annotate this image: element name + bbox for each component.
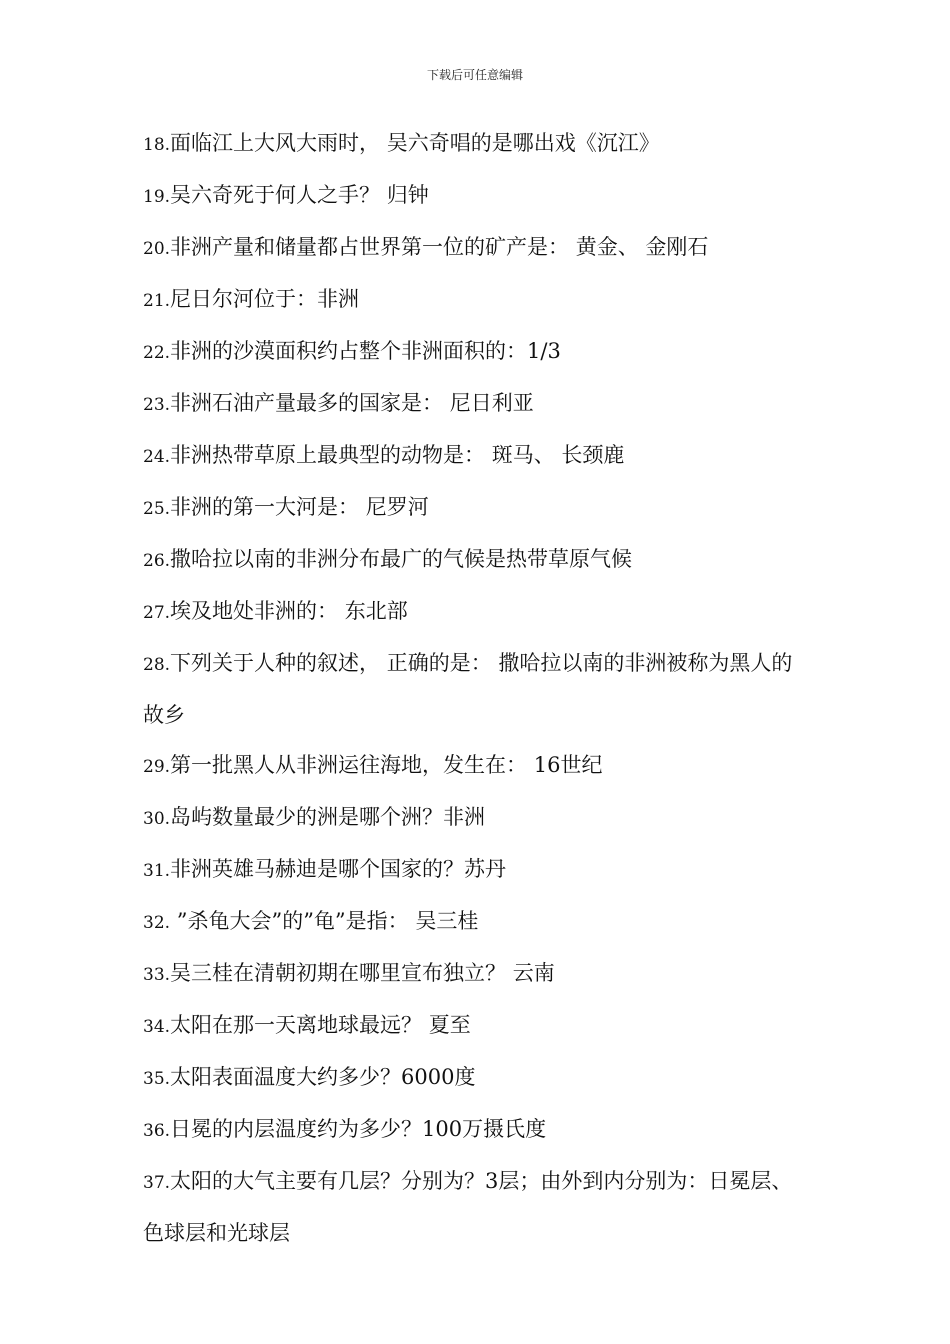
item-text: 岛屿数量最少的洲是哪个洲？非洲 — [170, 805, 486, 829]
item-number: 23. — [143, 395, 171, 415]
list-item — [143, 1156, 803, 1258]
item-text: 吴三桂在清朝初期在哪里宣布独立？ 云南 — [170, 961, 555, 985]
item-number: 32. — [143, 913, 171, 933]
list-item — [143, 118, 803, 170]
list-item — [143, 326, 803, 378]
item-number: 22. — [143, 343, 171, 363]
list-item — [143, 638, 803, 740]
item-text: 日冕的内层温度约为多少？100万摄氏度 — [170, 1117, 547, 1141]
item-text: 吴六奇死于何人之手？ 归钟 — [170, 183, 429, 207]
item-number: 28. — [143, 655, 171, 675]
item-text: 下列关于人种的叙述， 正确的是： 撒哈拉以南的非洲被称为黑人的故乡 — [143, 651, 793, 727]
item-number: 26. — [143, 551, 171, 571]
list-item — [143, 896, 803, 948]
item-text: ”杀龟大会”的”龟”是指： 吴三桂 — [170, 909, 479, 933]
list-item — [143, 1104, 803, 1156]
item-number: 29. — [143, 757, 171, 777]
item-number: 21. — [143, 291, 171, 311]
list-item — [143, 844, 803, 896]
item-text: 撒哈拉以南的非洲分布最广的气候是热带草原气候 — [170, 547, 633, 571]
item-text: 第一批黑人从非洲运往海地，发生在： 16世纪 — [170, 753, 603, 777]
list-item — [143, 534, 803, 586]
item-number: 33. — [143, 965, 171, 985]
list-item — [143, 740, 803, 792]
item-number: 35. — [143, 1069, 171, 1089]
page-header: 下载后可任意编辑 — [426, 68, 523, 82]
item-number: 36. — [143, 1121, 171, 1141]
list-item — [143, 378, 803, 430]
item-text: 非洲石油产量最多的国家是： 尼日利亚 — [170, 391, 534, 415]
item-text: 非洲的沙漠面积约占整个非洲面积的：1/3 — [170, 339, 561, 363]
item-text: 非洲热带草原上最典型的动物是： 斑马、 长颈鹿 — [170, 443, 625, 467]
item-number: 20. — [143, 239, 171, 259]
list-item — [143, 222, 803, 274]
item-text: 非洲产量和储量都占世界第一位的矿产是： 黄金、 金刚石 — [170, 235, 709, 259]
list-item — [143, 430, 803, 482]
list-item — [143, 1052, 803, 1104]
item-number: 27. — [143, 603, 171, 623]
item-number: 37. — [143, 1173, 171, 1193]
item-text: 太阳表面温度大约多少？6000度 — [170, 1065, 476, 1089]
list-item — [143, 274, 803, 326]
item-text: 太阳在那一天离地球最远？ 夏至 — [170, 1013, 471, 1037]
item-text: 尼日尔河位于：非洲 — [170, 287, 360, 311]
list-item — [143, 170, 803, 222]
list-item — [143, 482, 803, 534]
list-item — [143, 586, 803, 638]
item-number: 19. — [143, 187, 171, 207]
document-body — [143, 118, 803, 1258]
item-number: 18. — [143, 135, 171, 155]
item-number: 31. — [143, 861, 171, 881]
item-text: 太阳的大气主要有几层？分别为？3层；由外到内分别为：日冕层、 色球层和光球层 — [143, 1169, 793, 1245]
item-text: 埃及地处非洲的： 东北部 — [170, 599, 408, 623]
item-number: 34. — [143, 1017, 171, 1037]
item-text: 非洲英雄马赫迪是哪个国家的？苏丹 — [170, 857, 507, 881]
item-number: 24. — [143, 447, 171, 467]
item-text: 非洲的第一大河是： 尼罗河 — [170, 495, 429, 519]
item-number: 30. — [143, 809, 171, 829]
list-item — [143, 792, 803, 844]
item-number: 25. — [143, 499, 171, 519]
list-item — [143, 1000, 803, 1052]
item-text: 面临江上大风大雨时， 吴六奇唱的是哪出戏《沉江》 — [170, 131, 660, 155]
list-item — [143, 948, 803, 1000]
